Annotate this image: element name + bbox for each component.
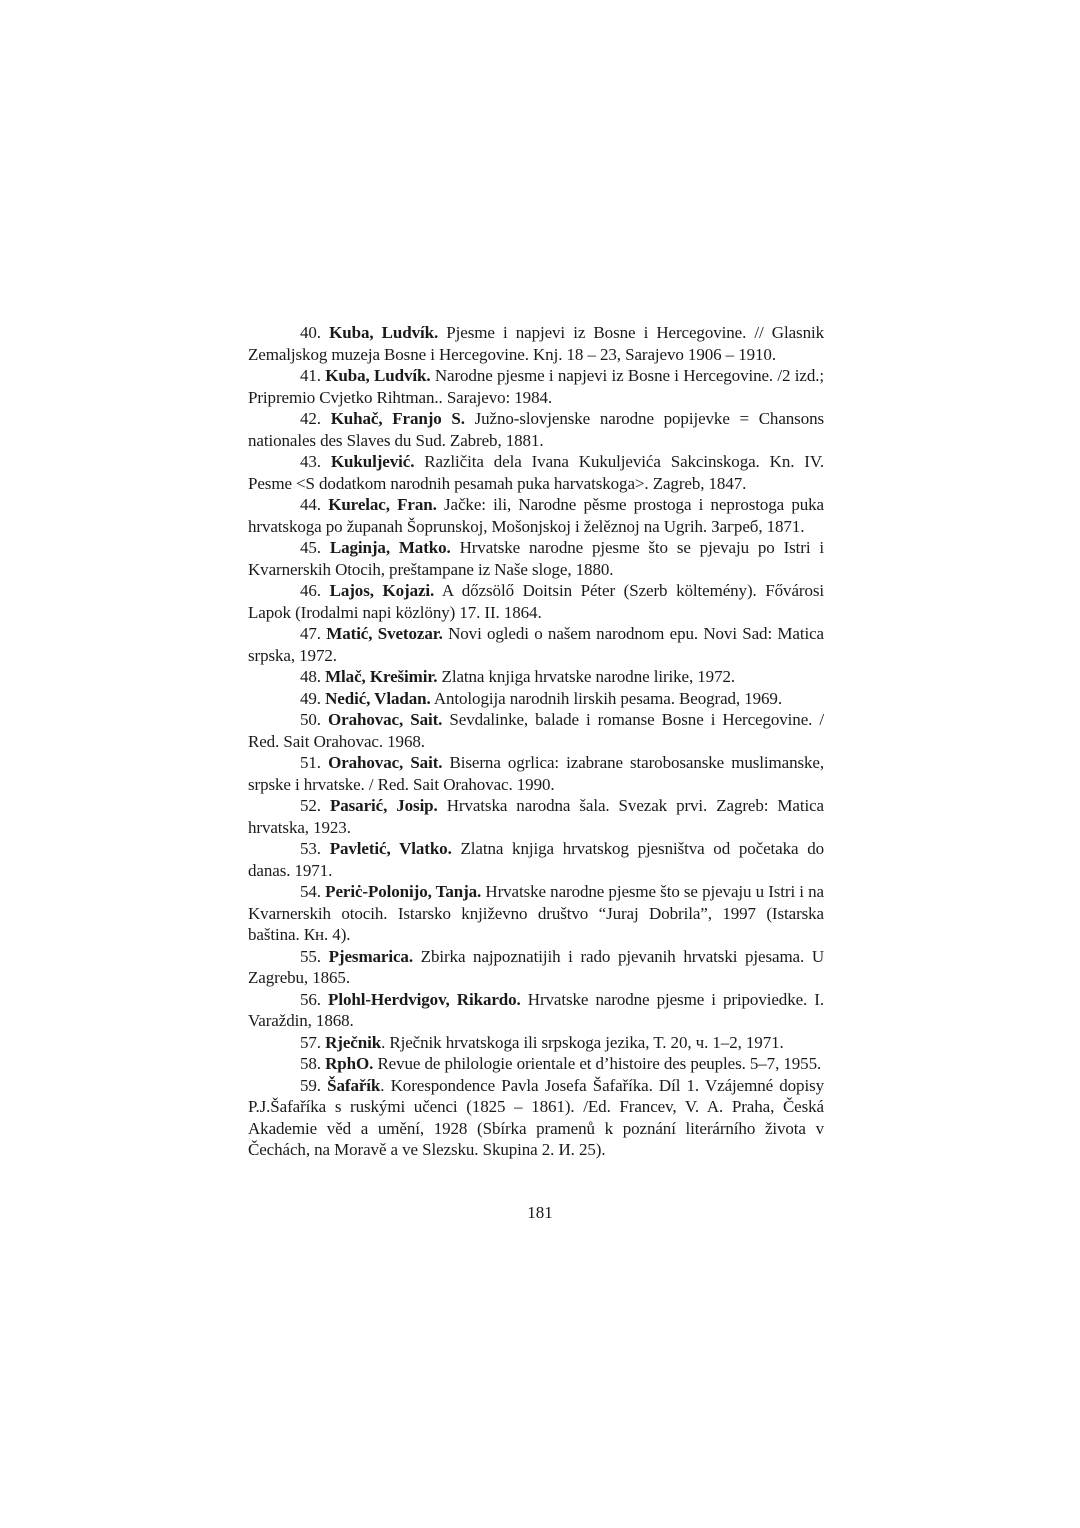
entry-number: 54. xyxy=(300,882,321,901)
page-number: 181 xyxy=(527,1203,553,1222)
entry-author: Kuba, Ludvík. xyxy=(329,323,439,342)
bibliography-entry-40 xyxy=(248,322,824,365)
entry-number: 44. xyxy=(300,495,321,514)
entry-author: Pasarić, Josip. xyxy=(329,796,438,815)
bibliography-entry-57 xyxy=(248,1032,824,1054)
entry-author: Plohl-Herdvigov, Rikardo. xyxy=(328,989,521,1009)
entry-text: Zlatna knjiga hrvatske narodne lirike, 1972. xyxy=(441,667,736,686)
bibliography-entry-44 xyxy=(248,494,824,537)
entry-author: Laginja, Matko. xyxy=(329,538,451,557)
bibliography-entry-50 xyxy=(248,709,824,752)
entry-text: Hrvatske narodne pjesme što se pjevaju po Istri i Kvarnerskih Otocih, preštampane iz Naše sloge, 1880. xyxy=(248,538,824,579)
entry-text: . Korespondence Pavla Josefa Šafaříka. Díl 1. Vzájemné dopisy P.J.Šafaříka s ruskými učenci (1825 – 1861). /Ed. Francev, V. A. Praha, Česká Akademie věd a umění, 1928 (Sbírka pramenů k poznání literárního života v Čechách, na Moravě a ve Slezsku. Skupina 2. И. 25). xyxy=(248,1075,824,1159)
entry-text: Novi ogledi o našem narodnom epu. Novi Sad: Matica srpska, 1972. xyxy=(248,624,824,665)
entry-text: Biserna ogrlica: izabrane starobosanske muslimanske, srpske i hrvatske. / Red. Sait Orahovac. 1990. xyxy=(248,753,824,794)
entry-author: Kuba, Ludvík. xyxy=(325,366,431,385)
entry-number: 59. xyxy=(300,1075,321,1095)
entry-text: Zbirka najpoznatijih i rado pjevanih hrvatski pjesama. U Zagrebu, 1865. xyxy=(248,946,825,987)
bibliography-entry-42 xyxy=(248,408,824,451)
bibliography-entry-49 xyxy=(248,688,824,710)
entry-author: Rječnik xyxy=(325,1032,382,1052)
entry-text: Različita dela Ivana Kukuljevića Sakcinskoga. Kn. IV. Pesme <S dodatkom narodnih pesamah puka harvatskoga>. Zagreb, 1847. xyxy=(248,452,825,493)
entry-author: Mlač, Krešimir. xyxy=(325,667,438,686)
entry-author: Kukuljević. xyxy=(330,452,415,471)
entry-author: RphO. xyxy=(325,1054,374,1073)
entry-number: 47. xyxy=(300,624,321,643)
entry-text: Sevdalinke, balade i romanse Bosne i Hercegovine. / Red. Sait Orahovac. 1968. xyxy=(248,710,824,751)
entry-number: 49. xyxy=(300,688,321,708)
bibliography-entry-41 xyxy=(248,365,824,408)
entry-number: 48. xyxy=(300,667,321,686)
entry-text: Jačke: ili, Narodne pěsme prostoga i neprostoga puka hrvatskoga po županah Šoprunskoj, Mošonjskoj i želěznoj na Ugrih. Загреб, 1871. xyxy=(248,495,824,536)
entry-text: Hrvatske narodne pjesme što se pjevaju u Istri i na Kvarnerskih otocih. Istarsko književno društvo “Juraj Dobrila”, 1997 (Istarska baština. Кн. 4). xyxy=(248,882,824,944)
entry-number: 41. xyxy=(300,366,321,385)
entry-author: Matić, Svetozar. xyxy=(326,624,443,643)
entry-author: Orahovac, Sait. xyxy=(328,710,443,729)
entry-number: 45. xyxy=(300,538,321,557)
entry-author: Periċ-Polonijo, Tanja. xyxy=(325,882,482,901)
bibliography-entry-51 xyxy=(248,752,824,795)
bibliography-entry-46 xyxy=(248,580,824,623)
entry-author: Orahovac, Sait. xyxy=(328,753,443,772)
entry-author: Pavletić, Vlatko. xyxy=(329,839,452,858)
bibliography-entry-43 xyxy=(248,451,824,494)
entry-author: Kurelac, Fran. xyxy=(328,495,437,514)
entry-number: 50. xyxy=(300,710,321,729)
entry-author: Pjesmarica. xyxy=(328,946,413,966)
bibliography-entry-55 xyxy=(248,946,824,989)
entry-number: 58. xyxy=(300,1054,321,1073)
entry-number: 53. xyxy=(300,839,321,858)
entry-number: 40. xyxy=(300,323,321,342)
entry-number: 57. xyxy=(300,1032,321,1052)
entry-number: 56. xyxy=(300,989,321,1009)
bibliography-entry-54 xyxy=(248,881,824,946)
entry-text: Antologija narodnih lirskih pesama. Beograd, 1969. xyxy=(433,688,782,708)
entry-number: 52. xyxy=(300,796,321,815)
bibliography-entry-45 xyxy=(248,537,824,580)
bibliography-entry-56 xyxy=(248,989,824,1032)
bibliography-entry-59 xyxy=(248,1075,824,1161)
entry-text: Hrvatske narodne pjesme i pripoviedke. I. Varaždin, 1868. xyxy=(248,989,824,1030)
entry-author: Lajos, Kojazi. xyxy=(329,581,435,600)
entry-text: . Rječnik hrvatskoga ili srpskoga jezika, T. 20, ч. 1–2, 1971. xyxy=(381,1032,784,1052)
entry-author: Kuhač, Franjo S. xyxy=(330,409,465,428)
entry-text: Revue de philologie orientale et d’histoire des peuples. 5–7, 1955. xyxy=(377,1054,822,1073)
entry-number: 46. xyxy=(300,581,321,600)
bibliography-entry-53 xyxy=(248,838,824,881)
entry-text: Južno-slovjenske narodne popijevke = Chansons nationales des Slaves du Sud. Zabreb, 1881. xyxy=(248,409,825,450)
entry-number: 51. xyxy=(300,753,321,772)
entry-text: Narodne pjesme i napjevi iz Bosne i Hercegovine. /2 izd.; Pripremio Cvjetko Rihtman.. Sarajevo: 1984. xyxy=(248,366,825,407)
entry-number: 42. xyxy=(300,409,321,428)
entry-number: 55. xyxy=(300,946,321,966)
entry-text: Hrvatska narodna šala. Svezak prvi. Zagreb: Matica hrvatska, 1923. xyxy=(248,796,824,837)
entry-author: Nedić, Vladan. xyxy=(325,688,431,708)
bibliography-entry-52 xyxy=(248,795,824,838)
bibliography-entry-48 xyxy=(248,666,824,688)
bibliography-list xyxy=(248,322,824,1161)
bibliography-entry-58 xyxy=(248,1053,824,1075)
bibliography-entry-47 xyxy=(248,623,824,666)
entry-number: 43. xyxy=(300,452,321,471)
entry-text: Zlatna knjiga hrvatskog pjesništva od početaka do danas. 1971. xyxy=(248,839,824,880)
entry-text: A dőzsölő Doitsin Péter (Szerb költemény). Fővárosi Lapok (Irodalmi napi közlöny) 17. II. 1864. xyxy=(248,581,824,622)
entry-author: Šafařík xyxy=(327,1075,381,1095)
entry-text: Pjesme i napjevi iz Bosne i Hercegovine. // Glasnik Zemaljskog muzeja Bosne i Hercegovine. Knj. 18 – 23, Sarajevo 1906 – 1910. xyxy=(248,323,824,364)
